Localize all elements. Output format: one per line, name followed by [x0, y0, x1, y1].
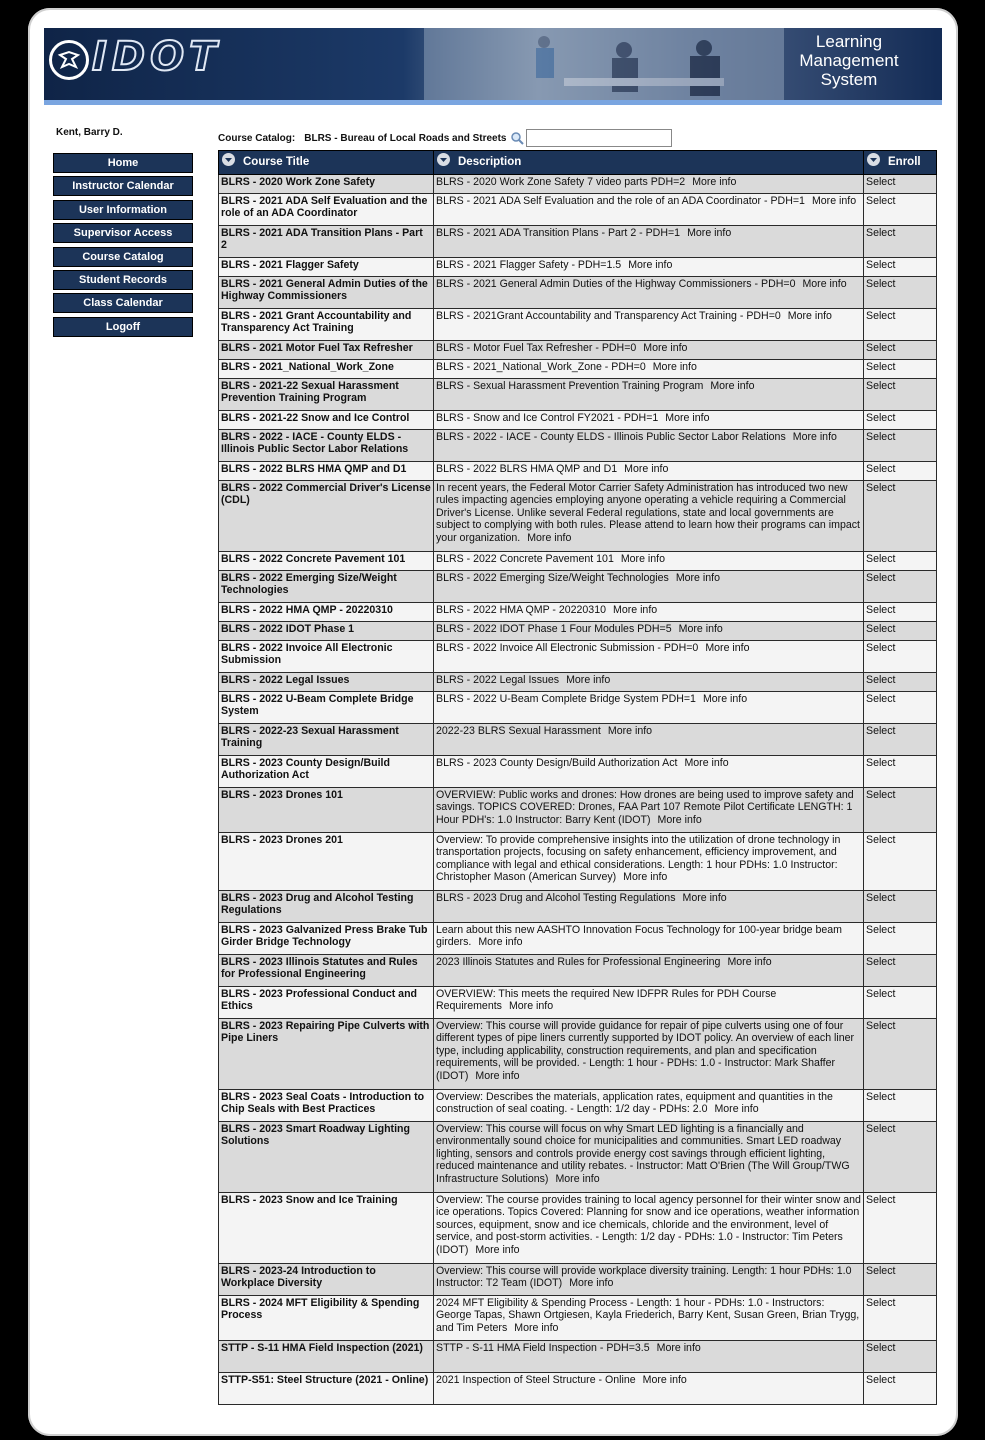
table-row	[219, 1373, 937, 1405]
enroll-select-link[interactable]: Select	[864, 309, 937, 341]
table-row	[219, 1193, 937, 1264]
more-info-link[interactable]: More info	[607, 725, 653, 737]
enroll-select-link[interactable]: Select	[864, 430, 937, 462]
column-header-description[interactable]	[434, 151, 864, 175]
course-title-cell: BLRS - 2023 Repairing Pipe Culverts with Pipe Liners	[219, 1019, 434, 1090]
course-title-cell: STTP-S51: Steel Structure (2021 - Online)	[219, 1373, 434, 1405]
enroll-select-link[interactable]: Select	[864, 1122, 937, 1193]
nav-user-information[interactable]: User Information	[53, 200, 193, 220]
enroll-select-link[interactable]: Select	[864, 603, 937, 622]
course-table	[218, 150, 937, 1405]
course-description-text: BLRS - 2022 Invoice All Electronic Submission - PDH=0	[436, 642, 699, 654]
sort-icon[interactable]	[437, 153, 450, 166]
course-description-text: BLRS - 2021 ADA Self Evaluation and the role of an ADA Coordinator - PDH=1	[436, 195, 805, 207]
course-title-cell: BLRS - 2023 Snow and Ice Training	[219, 1193, 434, 1264]
course-description-cell	[434, 923, 864, 955]
course-description-text: BLRS - 2022 Concrete Pavement 101	[436, 553, 614, 565]
course-title-cell: BLRS - 2023 Drones 101	[219, 788, 434, 833]
course-description-text: BLRS - 2023 Drug and Alcohol Testing Regulations	[436, 892, 676, 904]
header-banner	[44, 28, 942, 105]
course-description-cell	[434, 360, 864, 379]
course-description-cell	[434, 891, 864, 923]
course-description-text: OVERVIEW: This meets the required New IDFPR Rules for PDH Course Requirements	[436, 988, 777, 1013]
nav-student-records[interactable]: Student Records	[53, 270, 193, 290]
course-description-text: 2024 MFT Eligibility & Spending Process - Length: 1 hour - PDHs: 1.0 - Instructors: George Tapas, Shawn Ortgiesen, Kayla Friederich, Barry Kent, Susan Green, Brian Trygg, and Tim Peters	[436, 1297, 860, 1334]
more-info-link[interactable]: More info	[802, 278, 847, 290]
enroll-select-link[interactable]: Select	[864, 462, 937, 481]
course-description-cell	[434, 724, 864, 756]
enroll-select-link[interactable]: Select	[864, 622, 937, 641]
enroll-select-link[interactable]: Select	[864, 673, 937, 692]
enroll-select-link[interactable]: Select	[864, 692, 937, 724]
table-row	[219, 277, 937, 309]
more-info-link[interactable]: More info	[620, 553, 666, 565]
lms-title-line: System	[820, 70, 878, 89]
course-description-text: BLRS - 2020 Work Zone Safety 7 video parts PDH=2	[436, 176, 686, 188]
column-header-label: Description	[458, 156, 522, 169]
enroll-select-link[interactable]: Select	[864, 724, 937, 756]
course-description-cell	[434, 277, 864, 309]
course-description-text: 2022-23 BLRS Sexual Harassment	[436, 725, 601, 737]
catalog-filter-value: BLRS - Bureau of Local Roads and Streets	[304, 132, 507, 144]
more-info-link[interactable]: More info	[727, 956, 772, 968]
course-description-cell	[434, 987, 864, 1019]
enroll-select-link[interactable]: Select	[864, 833, 937, 891]
page-frame	[28, 8, 958, 1436]
course-description-text: 2023 Illinois Statutes and Rules for Professional Engineering	[436, 956, 721, 968]
course-title-cell: BLRS - 2021 Flagger Safety	[219, 258, 434, 277]
table-row	[219, 481, 937, 552]
course-description-cell	[434, 552, 864, 571]
table-row	[219, 194, 937, 226]
table-row	[219, 360, 937, 379]
more-info-link[interactable]: More info	[657, 813, 702, 826]
table-row	[219, 379, 937, 411]
course-title-cell: BLRS - 2021 Grant Accountability and Transparency Act Training	[219, 309, 434, 341]
course-description-cell	[434, 226, 864, 258]
enroll-select-link[interactable]: Select	[864, 1264, 937, 1296]
more-info-link[interactable]: More info	[714, 1103, 759, 1116]
more-info-link[interactable]: More info	[678, 623, 723, 635]
table-row	[219, 923, 937, 955]
table-row	[219, 692, 937, 724]
enroll-select-link[interactable]: Select	[864, 571, 937, 603]
nav-instructor-calendar[interactable]: Instructor Calendar	[53, 176, 193, 196]
more-info-link[interactable]: More info	[628, 259, 673, 271]
course-title-cell: BLRS - 2021_National_Work_Zone	[219, 360, 434, 379]
enroll-select-link[interactable]: Select	[864, 277, 937, 309]
course-title-cell: BLRS - 2021-22 Sexual Harassment Prevention Training Program	[219, 379, 434, 411]
lms-title-line: Learning	[815, 32, 883, 51]
more-info-link[interactable]: More info	[656, 1342, 701, 1354]
course-description-text: Overview: This course will provide guidance for repair of pipe culverts using one of four different types of pipe liners currently supported by IDOT policy. An overview of each liner type, including applicability, construction requirements, and plan and specification requirements, will be provided. - Length: 1 hour - PDHs: 1.0 - Instructor: Mark Shaffer (IDOT)	[436, 1020, 855, 1082]
more-info-link[interactable]: More info	[478, 936, 523, 949]
table-row	[219, 1122, 937, 1193]
nav-class-calendar[interactable]: Class Calendar	[53, 293, 193, 313]
course-description-text: Overview: Describes the materials, application rates, equipment and quantities in the construction of seal coating. - Length: 1/2 day - PDHs: 2.0	[436, 1091, 833, 1116]
table-row	[219, 1090, 937, 1122]
course-description-cell	[434, 1341, 864, 1373]
course-title-cell: BLRS - 2022 Emerging Size/Weight Technologies	[219, 571, 434, 603]
more-info-link[interactable]: More info	[527, 531, 572, 544]
course-title-cell: BLRS - 2023 County Design/Build Authorization Act	[219, 756, 434, 788]
enroll-select-link[interactable]: Select	[864, 411, 937, 430]
nav-logoff[interactable]: Logoff	[53, 317, 193, 337]
course-description-text: BLRS - 2022 - IACE - County ELDS - Illinois Public Sector Labor Relations	[436, 431, 786, 443]
course-title-cell: BLRS - 2022 Invoice All Electronic Submission	[219, 641, 434, 673]
course-description-text: Learn about this new AASHTO Innovation Focus Technology for 100-year bridge beam girders.	[436, 924, 842, 949]
course-title-cell: BLRS - 2021 ADA Transition Plans - Part 2	[219, 226, 434, 258]
course-description-text: BLRS - 2022 BLRS HMA QMP and D1	[436, 463, 618, 475]
course-title-cell: BLRS - 2023 Drug and Alcohol Testing Regulations	[219, 891, 434, 923]
course-title-cell: BLRS - 2022 - IACE - County ELDS - Illinois Public Sector Labor Relations	[219, 430, 434, 462]
course-description-cell	[434, 341, 864, 360]
catalog-label: Course Catalog:	[218, 132, 296, 144]
more-info-link[interactable]: More info	[623, 871, 668, 884]
course-description-cell	[434, 1193, 864, 1264]
course-title-cell: BLRS - 2021-22 Snow and Ice Control	[219, 411, 434, 430]
magnifier-icon[interactable]	[510, 131, 524, 145]
more-info-link[interactable]: More info	[665, 412, 710, 424]
enroll-select-link[interactable]: Select	[864, 379, 937, 411]
course-description-text: Overview: This course will focus on why Smart LED lighting is a financially and environmentally sound choice for municipalities and communities. Smart LED roadway lighting, sensors and controls provide energy cost savings through efficient lighting, reduced maintenance and utility rebates. - Instructor: Matt O'Brien (The Will Group/TWG Infrastructure Solutions)	[436, 1123, 850, 1185]
table-row	[219, 833, 937, 891]
column-header-label: Course Title	[243, 156, 310, 169]
more-info-link[interactable]: More info	[475, 1069, 520, 1082]
course-description-cell	[434, 481, 864, 552]
more-info-link[interactable]: More info	[792, 431, 837, 443]
catalog-filter-bar	[218, 129, 672, 147]
more-info-link[interactable]: More info	[684, 757, 729, 769]
table-row	[219, 341, 937, 360]
course-description-cell	[434, 1019, 864, 1090]
table-row	[219, 571, 937, 603]
course-title-cell: BLRS - 2023-24 Introduction to Workplace Diversity	[219, 1264, 434, 1296]
course-description-text: BLRS - Sexual Harassment Prevention Training Program	[436, 380, 704, 392]
table-row	[219, 724, 937, 756]
enroll-select-link[interactable]: Select	[864, 641, 937, 673]
enroll-select-link[interactable]: Select	[864, 360, 937, 379]
course-title-cell: BLRS - 2023 Professional Conduct and Ethics	[219, 987, 434, 1019]
enroll-select-link[interactable]: Select	[864, 341, 937, 360]
course-description-text: BLRS - 2022 HMA QMP - 20220310	[436, 604, 606, 616]
course-description-text: In recent years, the Federal Motor Carrier Safety Administration has introduced two new rules impacting agencies employing anyone operating a vehicle requiring a Commercial Driver's License. Unlike several Federal regulations, state and local governments are subject to complying with both rules. Please attend to learn how their programs can impact your organization.	[436, 482, 860, 544]
course-description-text: BLRS - 2022 Emerging Size/Weight Technologies	[436, 572, 669, 584]
course-description-cell	[434, 641, 864, 673]
course-description-cell	[434, 955, 864, 987]
more-info-link[interactable]: More info	[710, 380, 755, 392]
course-description-cell	[434, 379, 864, 411]
course-description-text: BLRS - 2021 ADA Transition Plans - Part 2 - PDH=1	[436, 227, 681, 239]
course-table-body	[219, 175, 937, 1405]
course-description-text: Overview: The course provides training to local agency personnel for their winter snow and ice operations. Topics Covered: Planning for snow and ice operations, weather information sources, equipment, snow and ice chemicals, chloride and the environment, level of service, and post-storm activities. - Length: 1/2 day - PDHs: 1.0 - Instructor: Tim Peters (IDOT)	[436, 1194, 861, 1256]
course-description-cell	[434, 1122, 864, 1193]
enroll-select-link[interactable]: Select	[864, 1373, 937, 1405]
enroll-select-link[interactable]: Select	[864, 194, 937, 226]
table-header-row	[219, 151, 937, 175]
course-description-text: BLRS - 2022 Legal Issues	[436, 674, 560, 686]
table-row	[219, 552, 937, 571]
table-row	[219, 430, 937, 462]
more-info-link[interactable]: More info	[692, 176, 737, 188]
course-title-cell: BLRS - 2021 Motor Fuel Tax Refresher	[219, 341, 434, 360]
course-title-cell: BLRS - 2022 U-Beam Complete Bridge System	[219, 692, 434, 724]
course-title-cell: BLRS - 2022 IDOT Phase 1	[219, 622, 434, 641]
course-title-cell: BLRS - 2021 General Admin Duties of the Highway Commissioners	[219, 277, 434, 309]
table-row	[219, 622, 937, 641]
enroll-select-link[interactable]: Select	[864, 1296, 937, 1341]
more-info-link[interactable]: More info	[652, 361, 697, 373]
course-title-cell: BLRS - 2020 Work Zone Safety	[219, 175, 434, 194]
more-info-link[interactable]: More info	[787, 310, 832, 322]
table-row	[219, 1264, 937, 1296]
course-title-cell: BLRS - 2023 Seal Coats - Introduction to Chip Seals with Best Practices	[219, 1090, 434, 1122]
course-description-cell	[434, 194, 864, 226]
sidebar-nav	[53, 153, 193, 340]
user-name: Kent, Barry D.	[56, 127, 123, 138]
enroll-select-link[interactable]: Select	[864, 1019, 937, 1090]
course-description-text: BLRS - 2021Grant Accountability and Transparency Act Training - PDH=0	[436, 310, 781, 322]
table-row	[219, 226, 937, 258]
course-title-cell: BLRS - 2024 MFT Eligibility & Spending Process	[219, 1296, 434, 1341]
course-title-cell: STTP - S-11 HMA Field Inspection (2021)	[219, 1341, 434, 1373]
enroll-select-link[interactable]: Select	[864, 258, 937, 277]
course-description-cell	[434, 673, 864, 692]
course-description-cell	[434, 788, 864, 833]
course-description-cell	[434, 756, 864, 788]
table-row	[219, 175, 937, 194]
more-info-link[interactable]: More info	[642, 1374, 687, 1386]
table-row	[219, 1019, 937, 1090]
course-description-cell	[434, 692, 864, 724]
more-info-link[interactable]: More info	[555, 1172, 600, 1185]
table-row	[219, 462, 937, 481]
more-info-link[interactable]: More info	[613, 604, 658, 616]
more-info-link[interactable]: More info	[687, 227, 732, 239]
course-description-cell	[434, 258, 864, 277]
course-description-cell	[434, 1090, 864, 1122]
nav-course-catalog[interactable]: Course Catalog	[53, 247, 193, 267]
table-row	[219, 756, 937, 788]
column-header-enroll[interactable]	[864, 151, 937, 175]
enroll-select-link[interactable]: Select	[864, 987, 937, 1019]
enroll-select-link[interactable]: Select	[864, 175, 937, 194]
course-description-cell	[434, 571, 864, 603]
table-row	[219, 1341, 937, 1373]
course-description-cell	[434, 603, 864, 622]
course-title-cell: BLRS - 2022-23 Sexual Harassment Training	[219, 724, 434, 756]
table-row	[219, 673, 937, 692]
course-description-text: OVERVIEW: Public works and drones: How drones are being used to improve safety and savings. TOPICS COVERED: Drones, FAA Part 107 Remote Pilot Certificate LENGTH: 1 Hour PDH's: 1.0 Instructor: Barry Kent (IDOT)	[436, 789, 854, 826]
course-description-cell	[434, 622, 864, 641]
course-description-cell	[434, 833, 864, 891]
more-info-link[interactable]: More info	[514, 1321, 559, 1334]
course-description-cell	[434, 309, 864, 341]
table-row	[219, 309, 937, 341]
enroll-select-link[interactable]: Select	[864, 1341, 937, 1373]
more-info-link[interactable]: More info	[508, 1000, 554, 1013]
table-row	[219, 891, 937, 923]
idot-logo-text: IDOT	[92, 34, 222, 80]
table-row	[219, 258, 937, 277]
table-row	[219, 987, 937, 1019]
course-title-cell: BLRS - 2023 Galvanized Press Brake Tub Girder Bridge Technology	[219, 923, 434, 955]
enroll-select-link[interactable]: Select	[864, 756, 937, 788]
course-description-text: BLRS - Snow and Ice Control FY2021 - PDH=1	[436, 412, 659, 424]
column-header-course-title[interactable]	[219, 151, 434, 175]
course-title-cell: BLRS - 2023 Illinois Statutes and Rules for Professional Engineering	[219, 955, 434, 987]
course-description-cell	[434, 430, 864, 462]
course-description-text: BLRS - 2021 Flagger Safety - PDH=1.5	[436, 259, 622, 271]
course-description-cell	[434, 175, 864, 194]
course-description-cell	[434, 411, 864, 430]
enroll-select-link[interactable]: Select	[864, 481, 937, 552]
course-description-text: Overview: To provide comprehensive insights into the utilization of drone technology in transportation projects, focusing on safety enhancement, efficiency improvement, and compliance with legal and ethical considerations. Length: 1 hour PDHs: 1.0 Instructor: Christopher Mason (American Survey)	[436, 834, 841, 884]
course-description-cell	[434, 1296, 864, 1341]
course-description-text: BLRS - 2022 IDOT Phase 1 Four Modules PDH=5	[436, 623, 672, 635]
more-info-link[interactable]: More info	[566, 674, 611, 686]
course-title-cell: BLRS - 2022 Commercial Driver's License (CDL)	[219, 481, 434, 552]
table-row	[219, 1296, 937, 1341]
table-row	[219, 603, 937, 622]
enroll-select-link[interactable]: Select	[864, 1090, 937, 1122]
idot-logo-icon	[49, 40, 89, 80]
course-description-text: BLRS - 2021 General Admin Duties of the Highway Commissioners - PDH=0	[436, 278, 796, 290]
lms-title	[774, 32, 924, 89]
course-title-cell: BLRS - 2022 BLRS HMA QMP and D1	[219, 462, 434, 481]
course-description-text: BLRS - Motor Fuel Tax Refresher - PDH=0	[436, 342, 637, 354]
table-row	[219, 411, 937, 430]
enroll-select-link[interactable]: Select	[864, 955, 937, 987]
course-description-text: BLRS - 2023 County Design/Build Authorization Act	[436, 757, 678, 769]
course-title-cell: BLRS - 2022 HMA QMP - 20220310	[219, 603, 434, 622]
table-row	[219, 788, 937, 833]
course-description-text: Overview: This course will provide workplace diversity training. Length: 1 hour PDHs: 1.0 Instructor: T2 Team (IDOT)	[436, 1265, 852, 1290]
more-info-link[interactable]: More info	[702, 693, 748, 705]
more-info-link[interactable]: More info	[643, 342, 688, 354]
more-info-link[interactable]: More info	[682, 892, 727, 904]
more-info-link[interactable]: More info	[675, 572, 720, 584]
more-info-link[interactable]: More info	[705, 642, 750, 654]
table-row	[219, 955, 937, 987]
enroll-select-link[interactable]: Select	[864, 1193, 937, 1264]
table-row	[219, 641, 937, 673]
course-description-text: STTP - S-11 HMA Field Inspection - PDH=3.5	[436, 1342, 650, 1354]
course-description-text: 2021 Inspection of Steel Structure - Online	[436, 1374, 636, 1386]
course-description-cell	[434, 462, 864, 481]
more-info-link[interactable]: More info	[811, 195, 857, 207]
course-description-cell	[434, 1373, 864, 1405]
enroll-select-link[interactable]: Select	[864, 891, 937, 923]
enroll-select-link[interactable]: Select	[864, 923, 937, 955]
nav-supervisor-access[interactable]: Supervisor Access	[53, 223, 193, 243]
enroll-select-link[interactable]: Select	[864, 788, 937, 833]
enroll-select-link[interactable]: Select	[864, 226, 937, 258]
enroll-select-link[interactable]: Select	[864, 552, 937, 571]
course-title-cell: BLRS - 2022 Legal Issues	[219, 673, 434, 692]
course-title-cell: BLRS - 2023 Drones 201	[219, 833, 434, 891]
banner-photo	[424, 28, 784, 100]
course-title-cell: BLRS - 2022 Concrete Pavement 101	[219, 552, 434, 571]
sort-icon[interactable]	[222, 153, 235, 166]
more-info-link[interactable]: More info	[569, 1277, 614, 1290]
nav-home[interactable]: Home	[53, 153, 193, 173]
course-description-cell	[434, 1264, 864, 1296]
course-description-text: BLRS - 2022 U-Beam Complete Bridge System PDH=1	[436, 693, 696, 705]
lms-title-line: Management	[799, 51, 899, 70]
column-header-label: Enroll	[888, 156, 921, 169]
course-title-cell: BLRS - 2021 ADA Self Evaluation and the role of an ADA Coordinator	[219, 194, 434, 226]
more-info-link[interactable]: More info	[624, 463, 669, 475]
course-description-text: BLRS - 2021_National_Work_Zone - PDH=0	[436, 361, 646, 373]
sort-icon[interactable]	[867, 153, 880, 166]
catalog-search-input[interactable]	[526, 129, 672, 147]
course-title-cell: BLRS - 2023 Smart Roadway Lighting Solutions	[219, 1122, 434, 1193]
more-info-link[interactable]: More info	[475, 1243, 520, 1256]
